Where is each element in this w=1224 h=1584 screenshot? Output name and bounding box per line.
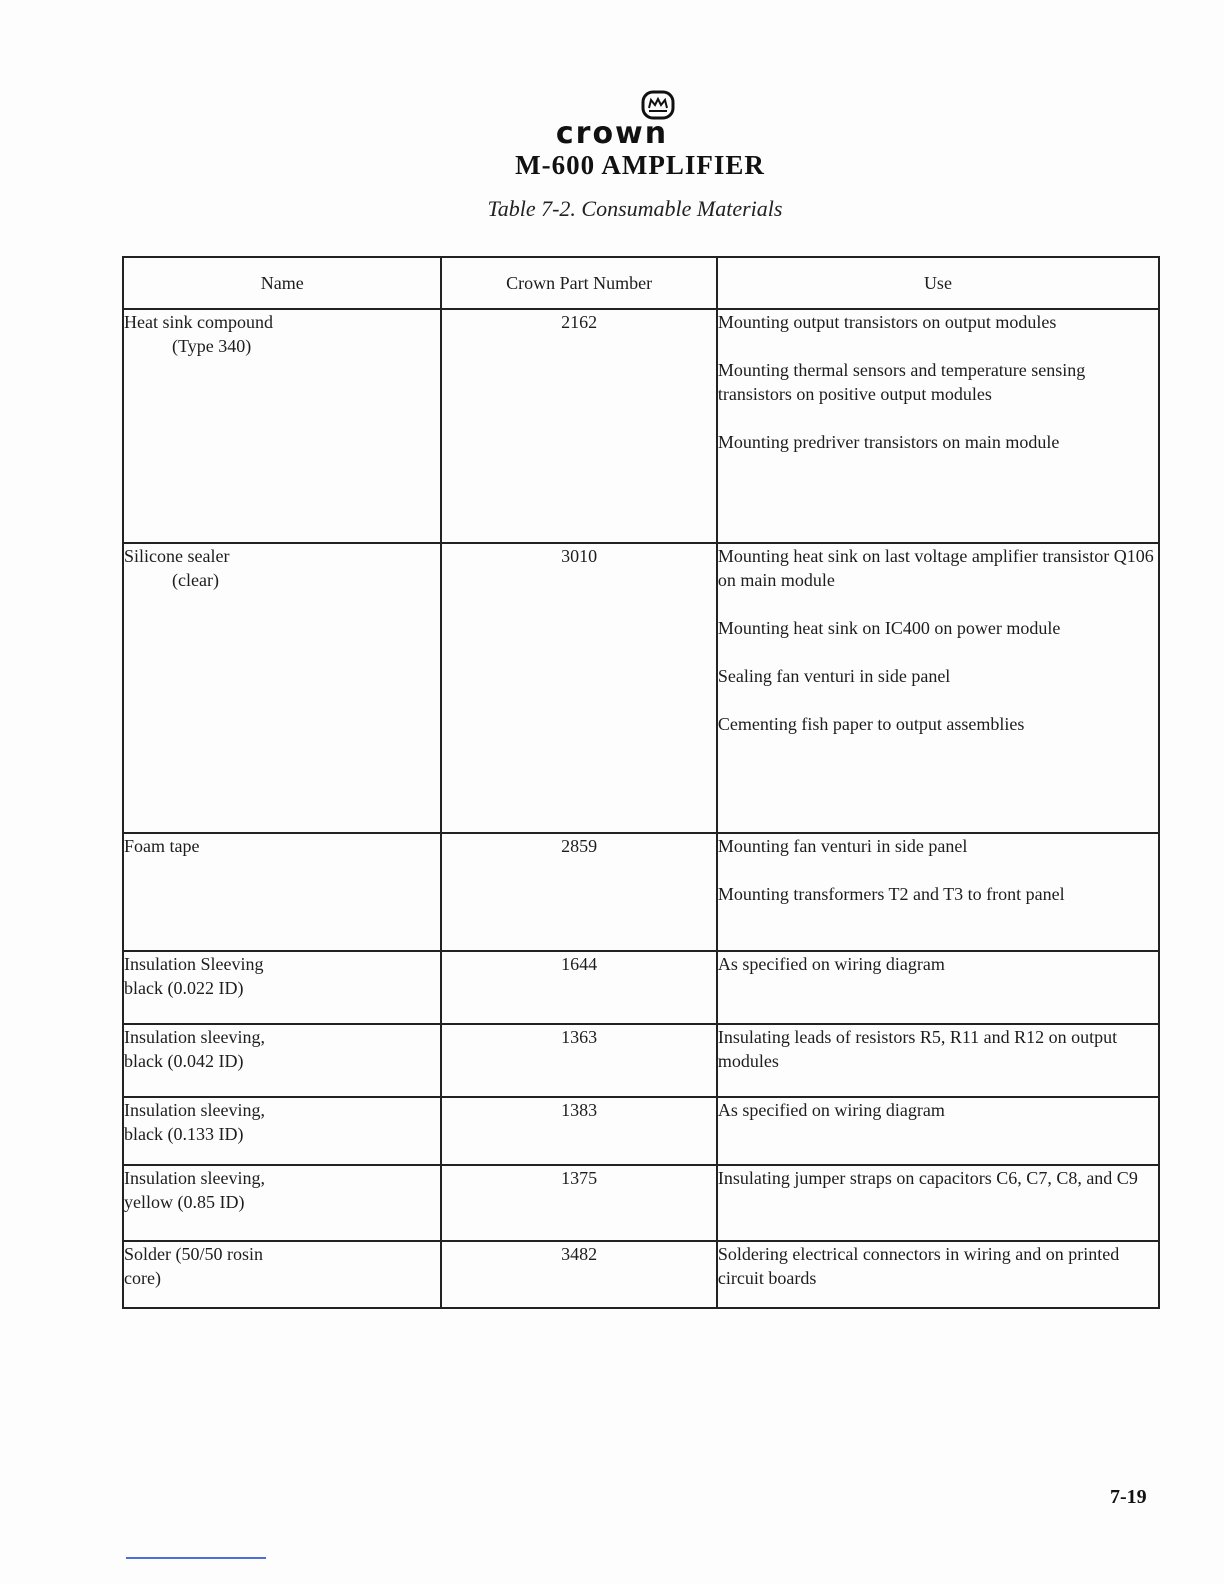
use-item: Mounting heat sink on IC400 on power module [717, 618, 1061, 638]
material-name [123, 1165, 441, 1241]
use-item: Insulating jumper straps on capacitors C6, C7, C8, and C9 [717, 1168, 1138, 1188]
use-item: Insulating leads of resistors R5, R11 and R12 on output modules [717, 1027, 1118, 1071]
use-item: Mounting predriver transistors on main module [717, 432, 1060, 452]
header-use: Use [717, 257, 1159, 309]
name-line: Insulation sleeving, [124, 1168, 265, 1188]
use-item: Sealing fan venturi in side panel [717, 666, 951, 686]
name-line: core) [124, 1268, 161, 1288]
header-name: Name [123, 257, 441, 309]
material-uses [717, 833, 1159, 951]
table-row [123, 543, 1159, 833]
table-row [123, 1024, 1159, 1097]
name-line: (Type 340) [172, 336, 252, 356]
name-line: Insulation Sleeving [124, 954, 264, 974]
material-uses [717, 1024, 1159, 1097]
name-line: Insulation sleeving, [124, 1100, 265, 1120]
page-number: 7-19 [1110, 1486, 1147, 1508]
part-number: 3482 [441, 1241, 716, 1308]
use-item: Mounting thermal sensors and temperature sensing transistors on positive output modules [717, 360, 1086, 404]
material-name [123, 1097, 441, 1165]
material-name [123, 1241, 441, 1308]
name-line: yellow (0.85 ID) [124, 1192, 245, 1212]
part-number: 3010 [441, 543, 716, 833]
use-item: Cementing fish paper to output assemblies [717, 714, 1025, 734]
use-item: As specified on wiring diagram [717, 954, 945, 974]
name-line: black (0.022 ID) [124, 978, 244, 998]
table-row [123, 951, 1159, 1024]
material-name [123, 309, 441, 543]
use-item: Soldering electrical connectors in wiring and on printed circuit boards [717, 1244, 1120, 1288]
material-uses [717, 1165, 1159, 1241]
use-item: Mounting output transistors on output modules [717, 312, 1057, 332]
material-uses [717, 951, 1159, 1024]
part-number: 1375 [441, 1165, 716, 1241]
name-line: Silicone sealer [124, 546, 230, 566]
part-number: 2859 [441, 833, 716, 951]
header-part-number: Crown Part Number [441, 257, 716, 309]
part-number: 2162 [441, 309, 716, 543]
name-line: Solder (50/50 rosin [124, 1244, 263, 1264]
material-uses [717, 309, 1159, 543]
name-line: Heat sink compound [124, 312, 273, 332]
table-header-row [123, 257, 1159, 309]
material-uses [717, 1241, 1159, 1308]
model-title: M-600 AMPLIFIER [515, 150, 765, 180]
table-row [123, 1241, 1159, 1308]
part-number: 1644 [441, 951, 716, 1024]
name-line: black (0.042 ID) [124, 1051, 244, 1071]
material-name [123, 543, 441, 833]
consumable-materials-table [122, 256, 1160, 1309]
use-item: Mounting transformers T2 and T3 to front panel [717, 884, 1065, 904]
part-number: 1363 [441, 1024, 716, 1097]
brand-name: crown [555, 116, 669, 151]
name-line: Foam tape [124, 836, 200, 856]
table-row [123, 309, 1159, 543]
table-row [123, 833, 1159, 951]
material-uses [717, 1097, 1159, 1165]
material-uses [717, 543, 1159, 833]
part-number: 1383 [441, 1097, 716, 1165]
use-item: Mounting fan venturi in side panel [717, 836, 968, 856]
table-caption: Table 7-2. Consumable Materials [487, 196, 783, 221]
name-line: Insulation sleeving, [124, 1027, 265, 1047]
name-line: (clear) [172, 570, 219, 590]
material-name [123, 833, 441, 951]
footer-divider [126, 1557, 266, 1559]
use-item: As specified on wiring diagram [717, 1100, 945, 1120]
name-line: black (0.133 ID) [124, 1124, 244, 1144]
table-row [123, 1165, 1159, 1241]
use-item: Mounting heat sink on last voltage amplifier transistor Q106 on main module [717, 546, 1154, 590]
table-row [123, 1097, 1159, 1165]
material-name [123, 1024, 441, 1097]
material-name [123, 951, 441, 1024]
